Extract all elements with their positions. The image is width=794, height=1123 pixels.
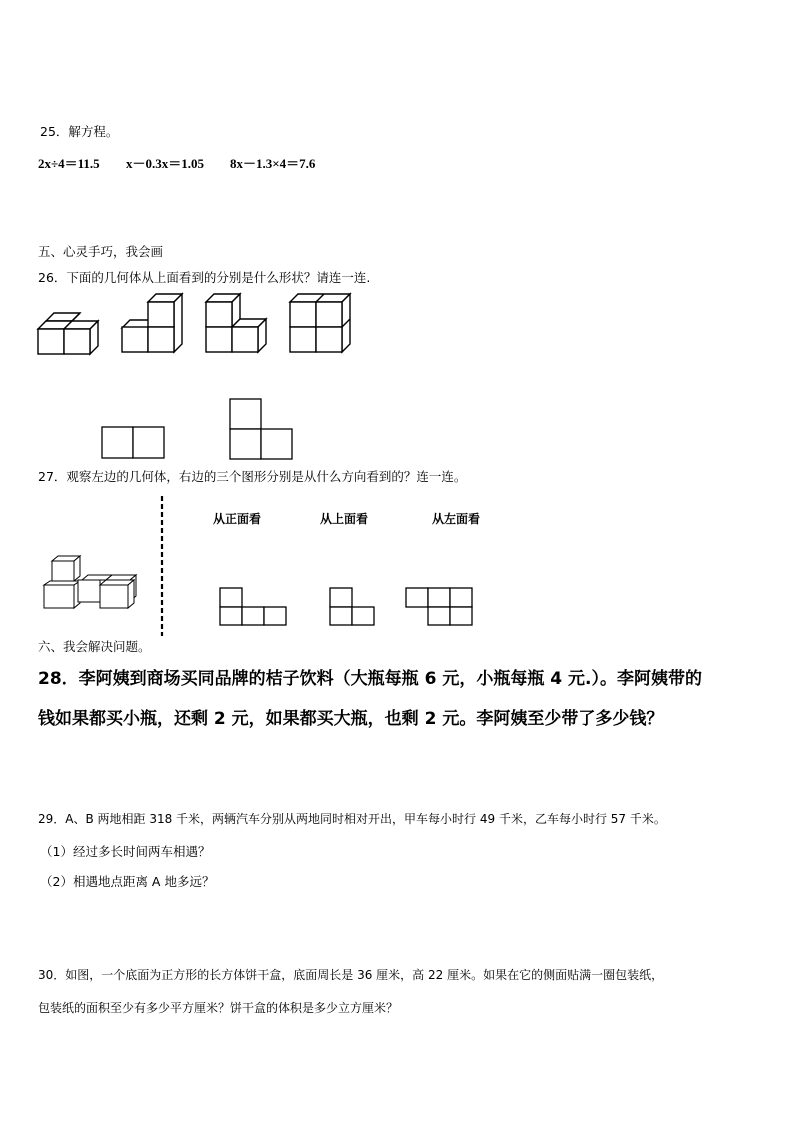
q29-stem: 29．A、B 两地相距 318 千米，两辆汽车分别从两地同时相对开出，甲车每小时行 49 千米，乙车每小时行 57 千米。 <box>38 812 666 826</box>
q30-line-1: 30．如图，一个底面为正方形的长方体饼干盒，底面周长是 36 厘米，高 22 厘米。如果在它的侧面贴满一圈包装纸， <box>38 968 664 982</box>
q27-dashed-divider <box>160 496 164 636</box>
q27-view-c <box>406 588 474 626</box>
q29-sub-1: （1）经过多长时间两车相遇？ <box>40 844 211 859</box>
q28-line-2: 钱如果都买小瓶，还剩 2 元，如果都买大瓶，也剩 2 元。李阿姨至少带了多少钱？ <box>38 709 664 729</box>
q26-solid-2 <box>122 294 184 356</box>
q26-title: 26．下面的几何体从上面看到的分别是什么形状？请连一连. <box>38 270 371 285</box>
q25-equation-3: 8x－1.3×4＝7.6 <box>230 156 316 171</box>
q25-equation-2: x－0.3x＝1.05 <box>126 156 205 171</box>
q27-solid <box>44 556 140 610</box>
q27-title: 27．观察左边的几何体，右边的三个图形分别是从什么方向看到的？连一连。 <box>38 469 467 484</box>
section-5-heading: 五、心灵手巧，我会画 <box>38 244 164 259</box>
q30-line-2: 包装纸的面积至少有多少平方厘米？饼干盒的体积是多少立方厘米？ <box>38 1001 399 1015</box>
q27-view-a <box>220 588 288 626</box>
q29-sub-2: （2）相遇地点距离 A 地多远？ <box>40 874 215 889</box>
section-6-heading: 六、我会解决问题。 <box>38 639 151 654</box>
q27-label-left: 从左面看 <box>432 512 481 526</box>
q26-solid-1 <box>38 312 100 356</box>
q25-title: 25．解方程。 <box>40 124 119 139</box>
q26-solid-3 <box>206 294 268 356</box>
q26-solid-4 <box>290 294 352 356</box>
q27-view-b <box>330 588 376 626</box>
q26-view-two-squares <box>102 427 164 459</box>
q27-label-top: 从上面看 <box>320 512 369 526</box>
q27-label-front: 从正面看 <box>213 512 262 526</box>
q28-line-1: 28．李阿姨到商场买同品牌的桔子饮料（大瓶每瓶 6 元，小瓶每瓶 4 元.）。李阿姨带的 <box>38 669 702 689</box>
q26-view-l-shape <box>230 399 292 459</box>
q25-equation-1: 2x÷4＝11.5 <box>38 156 100 171</box>
